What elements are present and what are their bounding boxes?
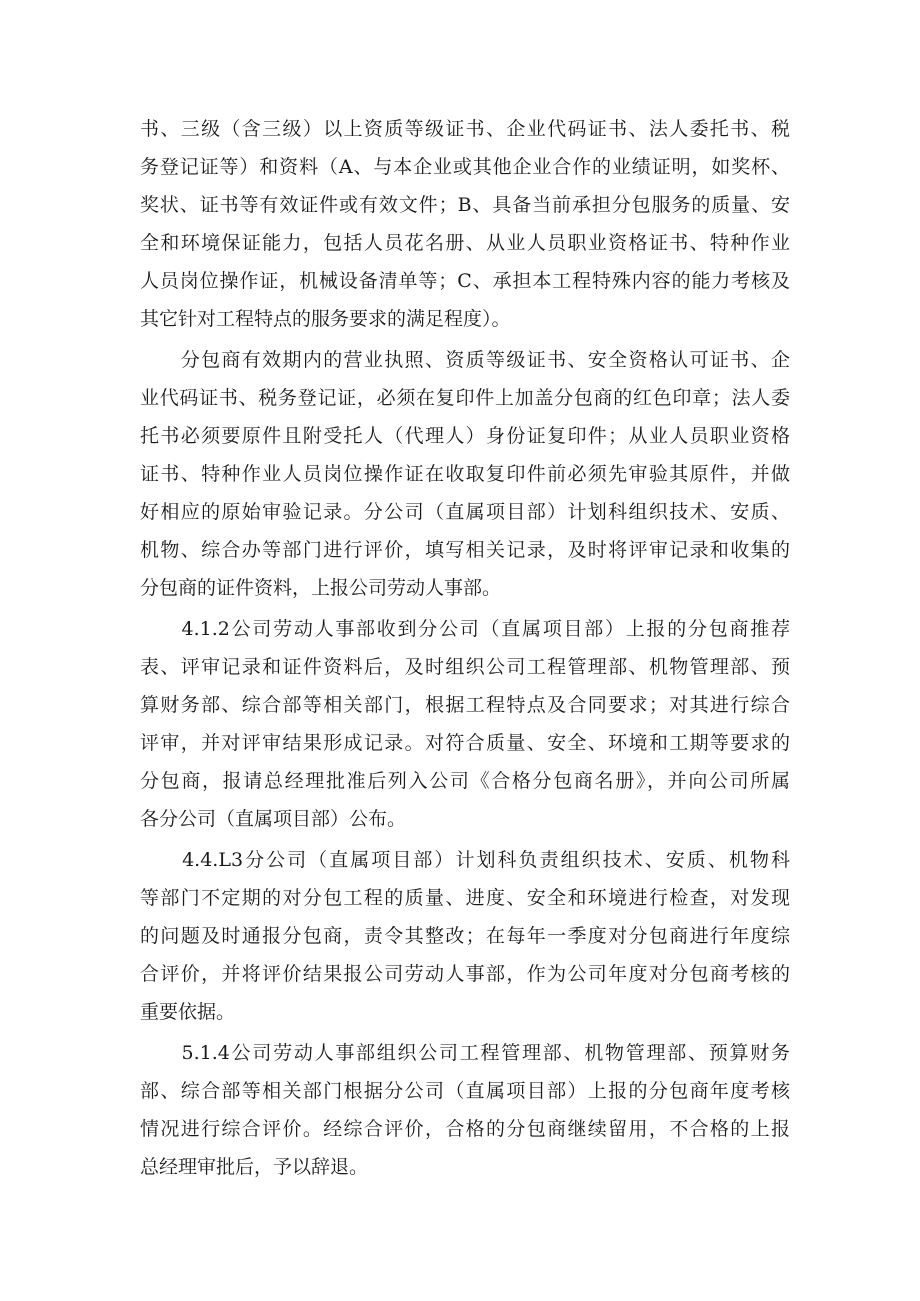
text-line: 人员岗位操作证，机械设备清单等；C、承担本工程特殊内容的能力考核及 — [140, 270, 790, 292]
text-line: 情况进行综合评价。经综合评价，合格的分包商继续留用，不合格的上报 — [140, 1118, 790, 1140]
paragraph-section-4-4-L3 — [140, 841, 790, 1031]
text-line: 务登记证等）和资料（A、与本企业或其他企业合作的业绩证明，如奖杯、 — [140, 156, 790, 178]
text-line: 奖状、证书等有效证件或有效文件；B、具备当前承担分包服务的质量、安 — [140, 194, 790, 216]
paragraph-section-4-1-2 — [140, 610, 790, 838]
text-line: 总经理审批后，予以辞退。 — [140, 1156, 369, 1178]
text-line: 等部门不定期的对分包工程的质量、进度、安全和环境进行检查，对发现 — [140, 887, 790, 909]
text-line: 合评价，并将评价结果报公司劳动人事部，作为公司年度对分包商考核的 — [140, 963, 790, 985]
text-line: 书、三级（含三级）以上资质等级证书、企业代码证书、法人委托书、税 — [140, 118, 790, 140]
text-line: 分包商，报请总经理批准后列入公司《合格分包商名册》，并向公司所属 — [140, 770, 790, 792]
text-line: 5.1.4公司劳动人事部组织公司工程管理部、机物管理部、预算财务 — [140, 1042, 790, 1064]
text-line: 算财务部、综合部等相关部门，根据工程特点及合同要求；对其进行综合 — [140, 694, 790, 716]
text-line: 4.4.L3分公司（直属项目部）计划科负责组织技术、安质、机物科 — [140, 849, 790, 871]
text-line: 各分公司（直属项目部）公布。 — [140, 808, 407, 830]
document-body — [140, 110, 790, 1186]
paragraph-certificate-requirements — [140, 341, 790, 607]
paragraph-section-5-1-4 — [140, 1034, 790, 1186]
text-line: 其它针对工程特点的服务要求的满足程度）。 — [140, 308, 511, 330]
text-line: 机物、综合办等部门进行评价，填写相关记录，及时将评审记录和收集的 — [140, 539, 790, 561]
text-line: 分包商有效期内的营业执照、资质等级证书、安全资格认可证书、企 — [140, 349, 790, 371]
text-line: 证书、特种作业人员岗位操作证在收取复印件前必须先审验其原件，并做 — [140, 463, 790, 485]
text-line: 评审，并对评审结果形成记录。对符合质量、安全、环境和工期等要求的 — [140, 732, 790, 754]
text-line: 业代码证书、税务登记证，必须在复印件上加盖分包商的红色印章；法人委 — [140, 387, 790, 409]
text-line: 表、评审记录和证件资料后，及时组织公司工程管理部、机物管理部、预 — [140, 656, 790, 678]
text-line: 部、综合部等相关部门根据分公司（直属项目部）上报的分包商年度考核 — [140, 1080, 790, 1102]
text-line: 全和环境保证能力，包括人员花名册、从业人员职业资格证书、特种作业 — [140, 232, 790, 254]
text-line: 托书必须要原件且附受托人（代理人）身份证复印件；从业人员职业资格 — [140, 425, 790, 447]
text-line: 好相应的原始审验记录。分公司（直属项目部）计划科组织技术、安质、 — [140, 501, 790, 523]
text-line: 重要依据。 — [140, 1001, 236, 1023]
paragraph-qualification-materials — [140, 110, 790, 338]
text-line: 分包商的证件资料，上报公司劳动人事部。 — [140, 577, 502, 599]
text-line: 的问题及时通报分包商，责令其整改；在每年一季度对分包商进行年度综 — [140, 925, 790, 947]
text-line: 4.1.2公司劳动人事部收到分公司（直属项目部）上报的分包商推荐 — [140, 618, 790, 640]
